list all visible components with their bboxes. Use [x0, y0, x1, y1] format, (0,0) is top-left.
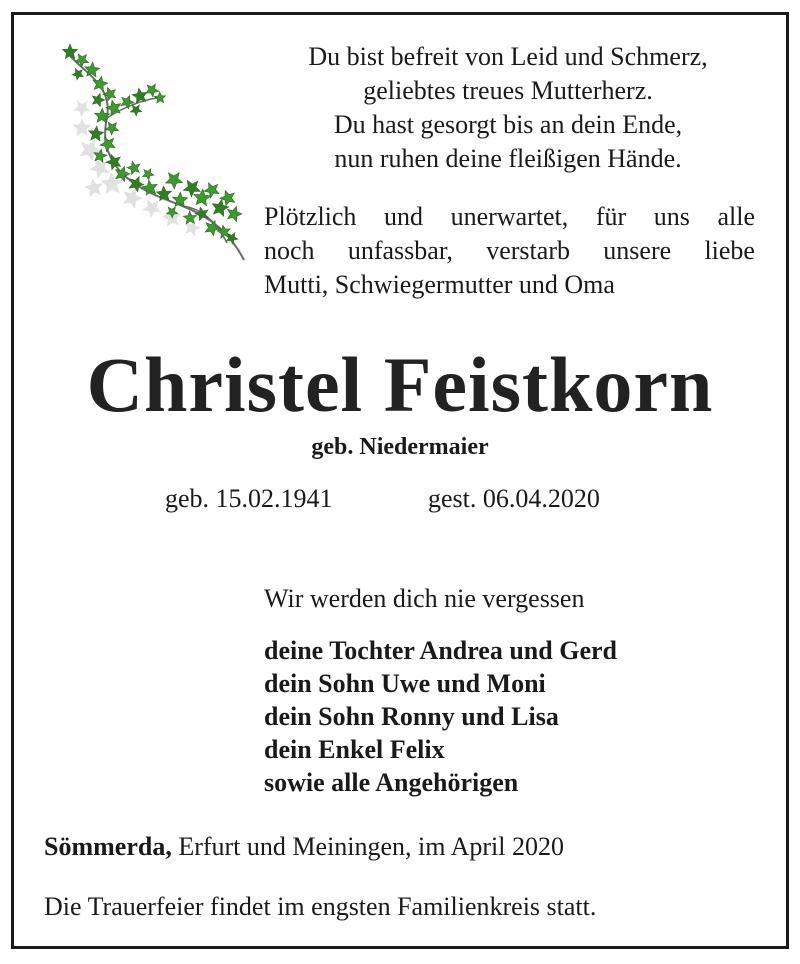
mourners-list	[264, 634, 617, 799]
mourner-line: dein Sohn Uwe und Moni	[264, 669, 546, 698]
announcement-word: unfassbar,	[347, 236, 453, 265]
mourner-line: sowie alle Angehörigen	[264, 768, 519, 797]
ivy-leaf	[143, 169, 154, 180]
announcement-word: Plötzlich	[264, 202, 357, 231]
ivy-shadow-shape	[89, 158, 110, 179]
ivy-shadow-shape	[142, 199, 161, 218]
ivy-leaf	[93, 76, 108, 91]
ivy-shadow-shape	[123, 188, 143, 209]
ivy-leaf	[106, 155, 121, 170]
ivy-leaf	[130, 105, 142, 116]
announcement-word: und	[384, 202, 424, 231]
ivy-leaf	[103, 87, 116, 100]
ivy-leaf	[105, 122, 118, 135]
death-announcement	[264, 200, 755, 302]
death-date: gest. 06.04.2020	[428, 484, 600, 513]
remembrance-text: Wir werden dich nie vergessen	[264, 584, 585, 613]
poem-line: Du bist befreit von Leid und Schmerz,	[308, 42, 708, 71]
announcement-word: für	[595, 202, 627, 231]
ivy-shadow-shape	[73, 118, 92, 136]
announcement-line	[264, 234, 755, 268]
mourner-line: deine Tochter Andrea und Gerd	[264, 636, 617, 665]
ivy-leaf	[205, 221, 220, 236]
ivy-leaf	[75, 54, 88, 67]
poem	[262, 40, 754, 176]
ivy-leaf	[100, 137, 115, 152]
ivy-leaf	[228, 206, 243, 221]
announcement-word: unerwartet,	[450, 202, 569, 231]
announcement-word: liebe	[704, 236, 755, 265]
poem-line: nun ruhen deine fleißigen Hände.	[334, 144, 682, 173]
ivy-leaf	[227, 233, 238, 244]
ivy-branch-icon	[52, 38, 252, 270]
ivy-leaf	[154, 92, 165, 103]
announcement-word: uns	[653, 202, 690, 231]
funeral-note: Die Trauerfeier findet im engsten Familienkreis statt.	[44, 892, 597, 921]
mourner-line: dein Sohn Ronny und Lisa	[264, 702, 559, 731]
announcement-word: verstarb	[486, 236, 570, 265]
maiden-name: geb. Niedermaier	[311, 434, 489, 460]
announcement-word: alle	[717, 202, 755, 231]
ivy-leaf	[121, 96, 134, 109]
ivy-leaf	[92, 93, 105, 106]
ivy-leaf	[129, 177, 144, 192]
mourner-line: dein Enkel Felix	[264, 735, 445, 764]
deceased-name: Christel Feistkorn	[86, 341, 714, 428]
announcement-line: Mutti, Schwiegermutter und Oma	[264, 270, 615, 299]
announcement-word: unsere	[603, 236, 672, 265]
ivy-leaf	[89, 126, 104, 141]
ivy-leaf	[127, 161, 140, 174]
ivy-shadow-shape	[73, 100, 90, 117]
place-city: Sömmerda,	[44, 832, 172, 861]
poem-line: geliebtes treues Mutterherz.	[363, 76, 653, 105]
ivy-leaf	[85, 62, 100, 77]
place-and-date	[44, 832, 564, 862]
ivy-leaf	[132, 88, 147, 103]
poem-line: Du hast gesorgt bis an dein Ende,	[333, 110, 683, 139]
ivy-leaf	[166, 173, 183, 189]
announcement-word: noch	[264, 236, 315, 265]
place-rest: Erfurt und Meiningen, im April 2020	[171, 832, 564, 861]
announcement-line	[264, 200, 755, 234]
ivy-leaf	[146, 84, 159, 97]
ivy-shadow-shape	[84, 178, 103, 197]
ivy-leaf	[72, 69, 83, 80]
birth-date: geb. 15.02.1941	[165, 484, 333, 513]
